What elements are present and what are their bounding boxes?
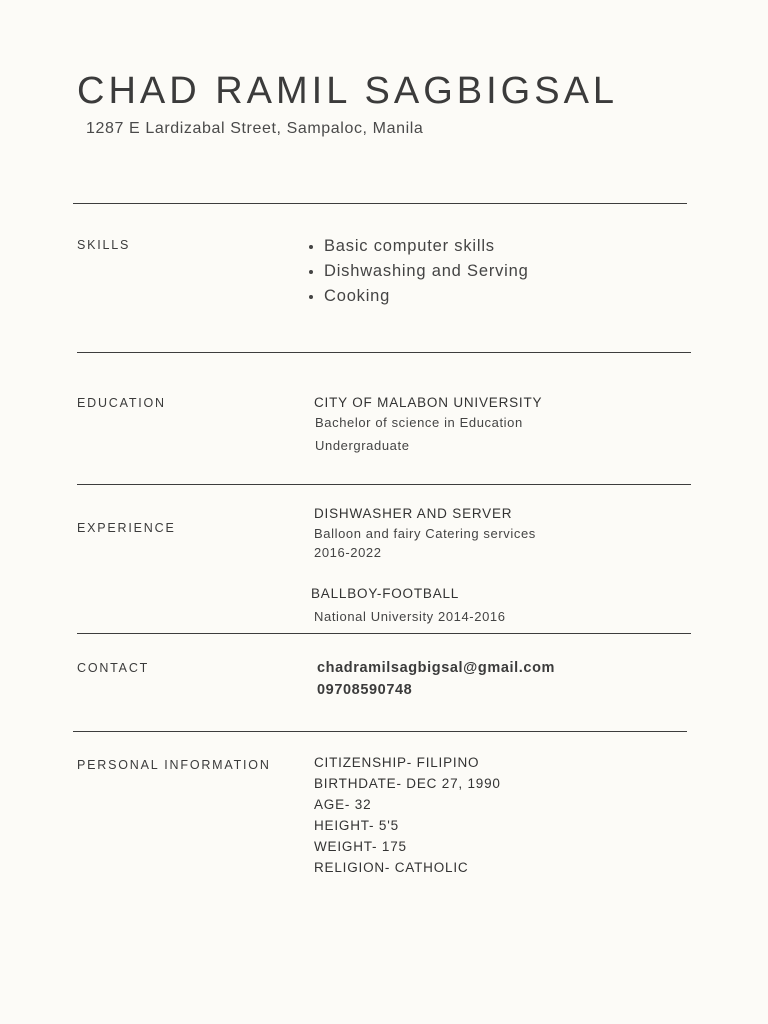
contact-phone: 09708590748 — [317, 682, 413, 698]
divider — [73, 203, 687, 204]
job-company: Balloon and fairy Catering services — [314, 526, 536, 541]
personal-info-item: CITIZENSHIP- FILIPINO — [314, 755, 480, 770]
divider — [77, 352, 691, 353]
personal-info-item: HEIGHT- 5'5 — [314, 818, 399, 833]
job-title: BALLBOY-FOOTBALL — [311, 586, 460, 601]
resume-address: 1287 E Lardizabal Street, Sampaloc, Manila — [86, 120, 424, 137]
job-title: DISHWASHER AND SERVER — [314, 506, 513, 521]
job-years: 2016-2022 — [314, 545, 382, 560]
personal-info-item: WEIGHT- 175 — [314, 839, 407, 854]
divider — [77, 484, 691, 485]
education-status: Undergraduate — [315, 438, 410, 453]
personal-info-item: AGE- 32 — [314, 797, 372, 812]
education-school: CITY OF MALABON UNIVERSITY — [314, 395, 543, 410]
personal-info-item: RELIGION- CATHOLIC — [314, 860, 469, 875]
contact-label: CONTACT — [77, 661, 150, 675]
contact-email: chadramilsagbigsal@gmail.com — [317, 660, 556, 676]
divider — [77, 633, 691, 634]
divider — [73, 731, 687, 732]
skill-item: Dishwashing and Serving — [306, 259, 529, 284]
experience-label: EXPERIENCE — [77, 521, 176, 535]
skills-label: SKILLS — [77, 238, 131, 252]
personal-info-list — [314, 752, 501, 878]
personal-info-label: PERSONAL INFORMATION — [77, 758, 271, 772]
resume-name: CHAD RAMIL SAGBIGSAL — [77, 70, 619, 112]
education-label: EDUCATION — [77, 396, 166, 410]
personal-info-item: BIRTHDATE- DEC 27, 1990 — [314, 776, 501, 791]
education-degree: Bachelor of science in Education — [315, 415, 523, 430]
skill-item: Cooking — [306, 284, 529, 309]
skill-item: Basic computer skills — [306, 234, 529, 259]
job-company: National University 2014-2016 — [314, 609, 506, 624]
skills-list — [306, 234, 529, 309]
